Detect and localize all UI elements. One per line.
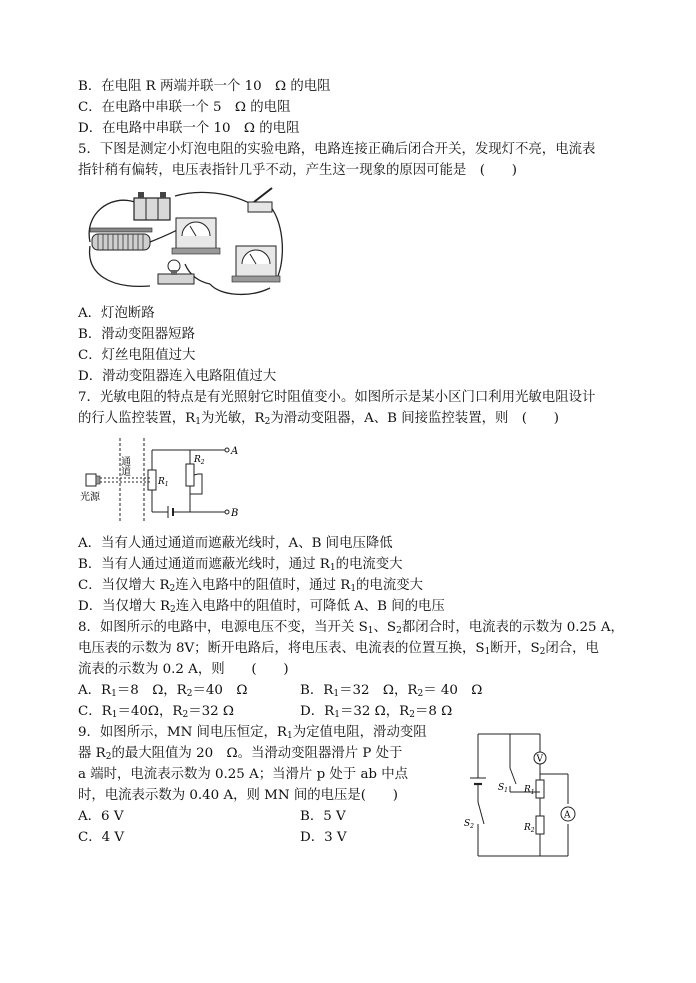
q8-option-a: A．$R_1=8$ Ω，$R_2=40$ Ω <box>78 683 248 699</box>
r2-label: $R_2$ <box>194 455 205 466</box>
q5-option-b: B．滑动变阻器短路 <box>78 327 195 342</box>
q9-stem-line4: 时，电流表示数为 0.40 A，则 MN 间的电压是( ) <box>78 788 399 803</box>
ammeter-icon <box>172 218 220 254</box>
q7-stem-line2: 的行人监控装置，$R_1$为光敏，$R_2$为滑动变阻器，A、B 间接监控装置，则 ( ) <box>78 411 559 427</box>
q5-option-c: C．灯丝电阻值过大 <box>78 348 196 363</box>
battery-icon <box>134 192 170 220</box>
q8-stem-line1: 8．如图所示的电路中，电源电压不变，当开关 $S_1$、$S_2$都闭合时，电流表的示数为 0.25 A， <box>78 620 624 636</box>
q8-stem-line2: 电压表的示数为 8V；断开电路后，将电压表、电流表的位置互换，$S_1$断开，$S_2$闭合，电 <box>78 641 599 657</box>
q7-stem-line1: 7．光敏电阻的特点是有光照射它时阻值变小。如图所示是某小区门口利用光敏电阻设计 <box>78 390 596 405</box>
q9-stem-line2: 器 $R_2$的最大阻值为 20 Ω。当滑动变阻器滑片 P 处于 <box>78 746 403 762</box>
light-source-icon <box>86 474 100 486</box>
r1-label: $R_1$ <box>158 477 169 488</box>
svg-text:A: A <box>564 810 571 821</box>
q9-option-d: D．3 V <box>300 830 347 845</box>
svg-text:V: V <box>536 754 543 765</box>
q9-option-a: A．6 V <box>78 809 124 824</box>
q7-option-d: D．当仅增大 $R_2$连入电路中的阻值时，可降低 A、B 间的电压 <box>78 599 445 615</box>
q7-option-a: A．当有人通过通道而遮蔽光线时，A、B 间电压降低 <box>78 536 393 551</box>
terminal-a-label: A <box>231 446 239 457</box>
q4-option-b: B．在电阻 R 两端并联一个 10 Ω 的电阻 <box>78 79 331 94</box>
q8-stem-line3: 流表的示数为 0.2 A，则 ( ) <box>78 662 289 677</box>
q5-option-d: D．滑动变阻器连入电路阻值过大 <box>78 369 277 384</box>
q5-circuit-figure <box>80 184 292 300</box>
s1-label: $S_1$ <box>498 783 508 794</box>
q9-stem-line1: 9．如图所示，MN 间电压恒定，$R_1$为定值电阻，滑动变阻 <box>78 725 427 741</box>
q7-option-b: B．当有人通过通道而遮蔽光线时，通过 $R_1$的电流变大 <box>78 557 403 573</box>
ammeter-symbol-icon <box>561 807 575 821</box>
terminal-b-label: B <box>231 508 239 519</box>
bulb-icon <box>158 260 194 284</box>
q4-option-c: C．在电路中串联一个 5 Ω 的电阻 <box>78 100 291 115</box>
r2-label: $R_2$ <box>524 823 535 834</box>
q9-stem-line3: a 端时，电流表示数为 0.25 A；当滑片 p 处于 ab 中点 <box>78 767 409 782</box>
q9-circuit-figure <box>460 728 580 862</box>
q8-option-c: C．$R_1=40\Omega$，$R_2=32$ Ω <box>78 704 234 720</box>
q5-option-a: A．灯泡断路 <box>78 306 155 321</box>
q4-option-d: D．在电路中串联一个 10 Ω 的电阻 <box>78 121 300 136</box>
q9-option-c: C．4 V <box>78 830 125 845</box>
q8-option-d: D．$R_1=32$ Ω，$R_2=8$ Ω <box>300 704 453 720</box>
q9-option-b: B．5 V <box>300 809 346 824</box>
switch-icon <box>248 188 272 212</box>
channel-label: 通道 <box>118 456 130 476</box>
s2-label: $S_2$ <box>464 819 474 830</box>
q7-circuit-figure <box>80 434 240 526</box>
voltmeter-icon <box>232 246 280 282</box>
voltmeter-symbol-icon <box>534 752 546 765</box>
r1-label: $R_1$ <box>524 785 535 796</box>
light-source-label: 光源 <box>80 492 100 503</box>
q7-option-c: C．当仅增大 $R_2$连入电路中的阻值时，通过 $R_1$的电流变大 <box>78 578 423 594</box>
q5-stem-line1: 5．下图是测定小灯泡电阻的实验电路，电路连接正确后闭合开关，发现灯不亮，电流表 <box>78 142 596 157</box>
rheostat-icon <box>90 228 152 250</box>
q5-stem-line2: 指针稍有偏转，电压表指针几乎不动，产生这一现象的原因可能是 ( ) <box>78 163 517 178</box>
q8-option-b: B．$R_1=32$ Ω，$R_2= 40$ Ω <box>300 683 483 699</box>
